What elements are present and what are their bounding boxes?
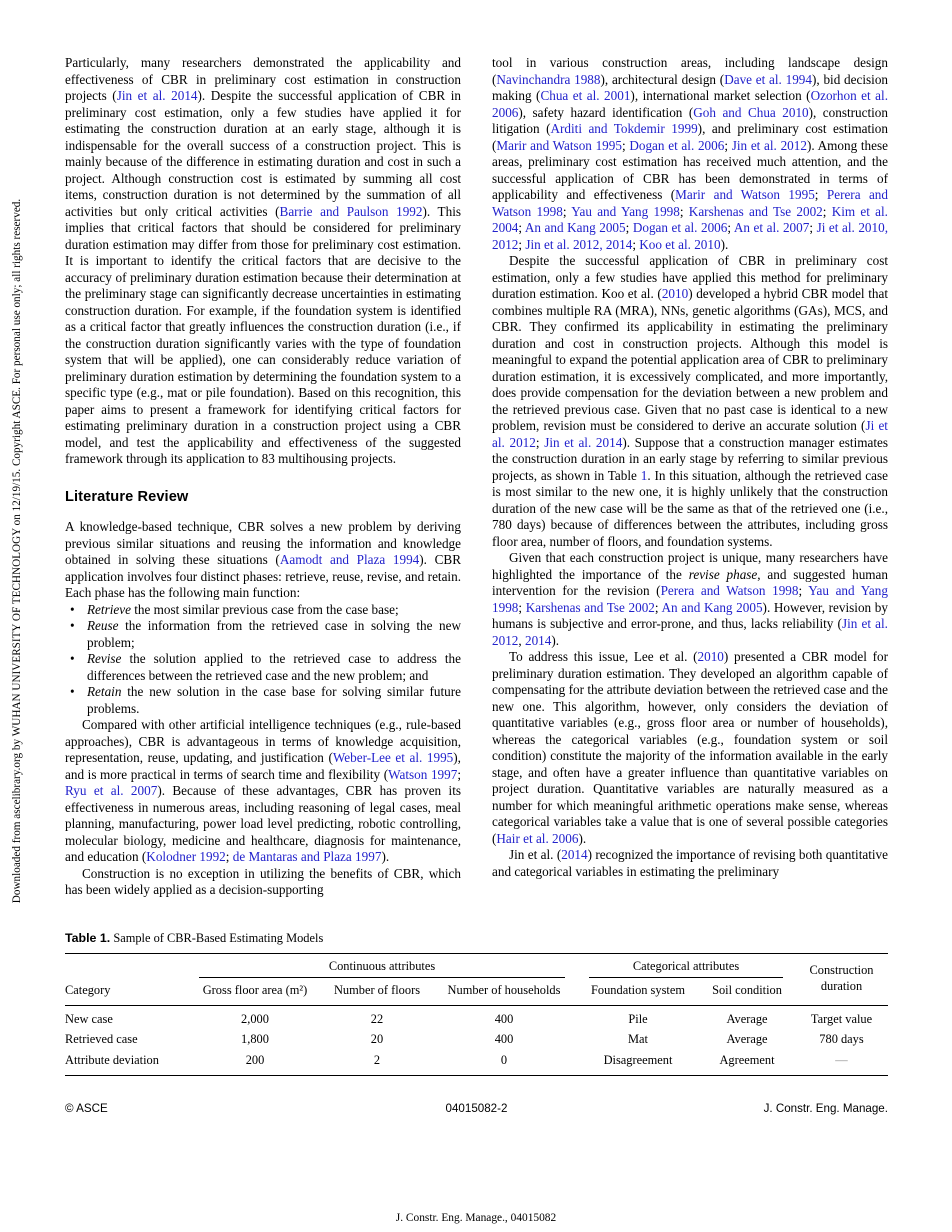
column-header-foundation-system: Foundation system	[577, 978, 699, 1005]
citation-link[interactable]: Watson 1997	[388, 766, 458, 782]
body-text: ;	[518, 220, 525, 235]
group-header-categorical	[577, 953, 795, 978]
citation-link[interactable]: An and Kang 2005	[661, 599, 763, 615]
body-text: Given that each construction project is unique, many researchers have highlighted the importance of the	[492, 550, 888, 582]
table-row	[65, 1030, 888, 1051]
bullet-item	[65, 684, 461, 717]
body-text: A knowledge-based technique, CBR solves a new problem by deriving previous similar situations and reusing the information and knowledge obtained in solving these situations (	[65, 519, 461, 567]
bullet-item	[65, 602, 461, 619]
footer-page-number: 04015082-2	[445, 1102, 508, 1116]
table-cell: Retrieved case	[65, 1032, 138, 1047]
body-text: To address this issue, Lee et al. (	[509, 649, 698, 664]
body-text: . In this situation, although the retrieved case is most similar to the new one, it is highly unlikely that the construction duration of the new case will be the same as that of the retrieved one (i.e., 780 days) because of differences between the attributes, including gross floor area, number of floors, and foundation systems.	[492, 467, 888, 549]
table-cell: —	[835, 1052, 848, 1067]
citation-link[interactable]: An and Kang 2005	[524, 220, 626, 235]
citation-link[interactable]: Jin et al. 2012	[492, 616, 888, 648]
body-text: ;	[822, 203, 832, 219]
citation-link[interactable]: Ozorhon et al. 2006	[492, 88, 888, 120]
citation-link[interactable]: Yau and Yang 1998	[571, 203, 680, 219]
paragraph	[65, 717, 461, 866]
body-text: ;	[518, 236, 526, 252]
body-text: the most similar previous case from the case base;	[130, 601, 399, 617]
italic-term: Retrieve	[87, 601, 131, 617]
table-caption-text: Sample of CBR-Based Estimating Models	[113, 930, 324, 945]
group-header-continuous-label: Continuous attributes	[199, 959, 565, 979]
body-text: ;	[727, 220, 734, 235]
table-cell: 22	[370, 1011, 384, 1026]
body-text: ;	[518, 599, 526, 615]
body-text: ;	[225, 849, 233, 864]
citation-link[interactable]: Koo et al. 2010	[639, 236, 721, 252]
body-text: ).	[381, 849, 390, 864]
paragraph	[65, 866, 461, 899]
table-cell: Agreement	[719, 1052, 775, 1067]
group-header-continuous	[187, 953, 577, 978]
bullet-item	[65, 651, 461, 684]
text-column-left	[65, 55, 461, 899]
body-text: the new solution in the case base for solving similar future problems.	[87, 684, 461, 716]
table-cell: 2,000	[241, 1011, 269, 1026]
table-cell: 400	[494, 1011, 514, 1026]
column-header-category: Category	[65, 953, 187, 1005]
citation-link[interactable]: Karshenas and Tse 2002	[688, 203, 823, 219]
body-text: ). Because of these advantages, CBR has proven its effectiveness in numerous areas, including reasoning of legal cases, meal planning, manufacturing, power load level predicting, robotic controlling, molecular biology, medicine and healthcare, diagnosis for maintenance, and education (	[65, 783, 461, 864]
italic-term: revise phase	[688, 566, 758, 582]
column-header-gross-floor-area: Gross floor area (m²)	[187, 978, 323, 1005]
body-text: Particularly, many researchers demonstrated the applicability and effectiveness of CBR in preliminary cost estimation in construction projects (	[65, 55, 461, 103]
citation-link[interactable]: Ji et al. 2012	[492, 418, 888, 450]
body-text: tool in various construction areas, including landscape design (	[492, 55, 888, 87]
citation-link[interactable]: Chua et al. 2001	[540, 88, 631, 103]
table-cell: 20	[370, 1032, 384, 1047]
paragraph	[492, 649, 888, 847]
citation-link[interactable]: Goh and Chua 2010	[693, 104, 809, 120]
citation-link[interactable]: Marir and Watson 1995	[496, 137, 622, 153]
table-1-block	[65, 931, 888, 1077]
column-header-construction-duration: Construction duration	[795, 953, 888, 1005]
body-text: ) recognized the importance of revising both quantitative and categorical variables in estimating the preliminary	[492, 847, 888, 879]
citation-link[interactable]: Aamodt and Plaza 1994	[279, 552, 420, 567]
footer-journal-name: J. Constr. Eng. Manage.	[763, 1102, 888, 1116]
body-text: ), international market selection (	[630, 88, 811, 103]
bullet-item	[65, 618, 461, 651]
citation-link[interactable]: Jin et al. 2014	[116, 88, 198, 103]
paragraph	[65, 55, 461, 468]
citation-link[interactable]: Dave et al. 1994	[724, 71, 812, 87]
page-footer	[65, 1102, 888, 1115]
table-cell: New case	[65, 1011, 113, 1026]
body-text: Construction is no exception in utilizing the benefits of CBR, which has been widely applied as a decision-supporting	[65, 865, 461, 897]
column-header-number-of-floors: Number of floors	[323, 978, 431, 1005]
citation-link[interactable]: Dogan et al. 2006	[629, 137, 725, 153]
table-cell: 200	[245, 1052, 265, 1067]
citation-link[interactable]: Karshenas and Tse 2002	[525, 599, 655, 615]
body-text: the information from the retrieved case in solving the new problem;	[87, 618, 461, 650]
citation-link[interactable]: Ji et al. 2010, 2012	[492, 220, 889, 252]
citation-link[interactable]: Jin et al. 2012	[731, 137, 807, 153]
footer-copyright: © ASCE	[65, 1102, 108, 1116]
table-cell: Mat	[628, 1032, 648, 1047]
table-cell: Attribute deviation	[65, 1052, 159, 1067]
body-text: ). This implies that critical factors that should be considered for preliminary duration estimation may differ from those for preliminary cost estimation. It is important to identify the critical factors that are decisive to the accuracy of preliminary duration estimation because their determination at the preliminary stage can significantly decrease uncertainties in estimating construction duration. For example, if the foundation system is identified as a critical factor that greatly influences the construction duration (i.e., if the construction duration significantly varies with the type of foundation system that will be applied), one can considerably reduce variation of preliminary duration estimation by determining the foundation system to a specific type (e.g., mat or pile foundation). Based on this recognition, this paper aims to present a framework for identifying critical factors for estimating preliminary duration in a construction project using a CBR model, and test the applicability and effectiveness of the suggested framework through its application to 83 multihousing projects.	[65, 203, 461, 466]
body-text: ) developed a hybrid CBR model that combines multiple RA (MRA), NNs, genetic algorithms (GAs), MCS, and CBR. They confirmed its applicability in estimating the preliminary duration and cost in construction projects. Although this model is meaningful to expand the potential application area of CBR to preliminary duration estimation, it is excessively complicated, and more importantly, does provide compensation for the deviation between a new problem and the retrieved previous case. Given that no past case is identical to a new problem, revision must be considered to derive an accurate solution (	[492, 286, 888, 433]
table-header	[65, 953, 888, 1005]
citation-link[interactable]: 2010	[661, 286, 689, 301]
citation-link[interactable]: Marir and Watson 1995	[675, 187, 815, 202]
citation-link[interactable]: Navinchandra 1988	[496, 71, 601, 87]
italic-term: Revise	[87, 651, 122, 666]
copyright-sidebar: Downloaded from ascelibrary.org by WUHAN UNIVERSITY OF TECHNOLOGY on 12/19/15. Copyright ASCE. For personal use only; all rights reserved.	[11, 198, 23, 904]
citation-link[interactable]: Perera and Watson 1998	[660, 583, 799, 598]
body-text: ).	[551, 632, 560, 648]
table-row	[65, 1050, 888, 1076]
body-text: ;	[562, 203, 572, 219]
paragraph	[65, 519, 461, 602]
body-text: ), safety hazard identification (	[518, 104, 694, 120]
citation-link[interactable]: Kim et al. 2004	[492, 203, 888, 235]
column-header-number-of-households: Number of households	[431, 978, 577, 1005]
citation-link[interactable]: Arditi and Tokdemir 1999	[550, 121, 698, 136]
body-text: the solution applied to the retrieved case to address the differences between the retrieved case and the new problem; and	[87, 651, 461, 683]
citation-link[interactable]: Barrie and Paulson 1992	[279, 203, 423, 219]
citation-link[interactable]: Hair et al. 2006	[496, 830, 579, 846]
citation-link[interactable]: Ryu et al. 2007	[65, 783, 158, 798]
body-text: ;	[457, 766, 462, 782]
body-text: ). Suppose that a construction manager estimates the construction duration in an early stage by referring to similar previous projects, as shown in Table	[492, 434, 888, 483]
italic-term: Retain	[87, 684, 122, 699]
body-text: ) presented a CBR model for preliminary duration estimation. They developed an algorithm capable of compensating for the attribute deviation between the retrieved case and the new one. This algorithm, however, only considers the deviation of quantitative variables (e.g., gross floor area or number of households), whereas the categorical variables (e.g., foundation system or soil condition) constitute the majority of the information available in the early stage, and often have a greater influence than quantitative variables on project duration. Quantitative variables are naturally measured as a number for which meaningful arithmetic operations make sense, whereas categorical variables take a value that is one of several possible categories (	[492, 649, 888, 846]
citation-link[interactable]: 2014	[524, 632, 552, 648]
body-text: ;	[724, 137, 732, 153]
body-text: ;	[632, 236, 640, 252]
table-cell: Disagreement	[603, 1052, 673, 1067]
table-cell: Target value	[810, 1011, 873, 1026]
body-text: ), and preliminary cost estimation (	[492, 121, 888, 153]
table-caption	[65, 931, 888, 946]
body-text: ), and is more practical in terms of search time and flexibility (	[65, 750, 461, 782]
table-cell: 1,800	[241, 1032, 269, 1047]
body-text: ). However, revision by humans is subjective and error-prone, and thus, lacks reliability (	[492, 599, 888, 631]
table-cell: 2	[373, 1052, 381, 1067]
body-text: ).	[720, 236, 729, 252]
table-cell: 0	[500, 1052, 508, 1067]
paragraph	[492, 55, 888, 253]
group-header-categorical-label: Categorical attributes	[589, 959, 783, 979]
paragraph	[492, 253, 888, 550]
table-body	[65, 1005, 888, 1076]
table-cell: Pile	[628, 1011, 648, 1026]
citation-link[interactable]: Perera and Watson 1998	[492, 187, 888, 219]
column-header-soil-condition: Soil condition	[699, 978, 795, 1005]
citation-link[interactable]: Kolodner 1992	[146, 849, 226, 864]
citation-link[interactable]: Jin et al. 2014	[544, 434, 623, 450]
body-text: Compared with other artificial intelligence techniques (e.g., rule-based approaches), CBR is advantageous in terms of knowledge acquisition, representation, reuse, updating, and justification (	[65, 717, 461, 765]
body-text: ;	[621, 137, 630, 153]
paragraph	[492, 847, 888, 880]
body-text: , and suggested human intervention for the revision (	[492, 566, 888, 598]
citation-link[interactable]: Yau and Yang 1998	[492, 583, 888, 615]
body-text: ), architectural design (	[600, 71, 725, 87]
citation-link[interactable]: de Mantaras and Plaza 1997	[232, 849, 382, 864]
table-1	[65, 953, 888, 1077]
citation-link[interactable]: 2014	[561, 847, 588, 862]
table-caption-label: Table 1.	[65, 930, 111, 945]
citation-link[interactable]: 2010	[697, 649, 724, 664]
citation-link[interactable]: Jin et al. 2012, 2014	[525, 236, 633, 252]
body-text: Despite the successful application of CBR in preliminary cost estimation, only a few studies have applied this method for preliminary duration estimation. Koo et al. (	[492, 253, 888, 301]
body-text: ;	[814, 187, 827, 202]
body-text: ). Despite the successful application of CBR in preliminary cost estimation, only a few studies have applied it for estimating the construction duration at an early stage, although it is indispensable for the overall success of a construction project. This is mainly because of the difference in estimating duration and cost in such a project. Although construction cost is estimated by summing all cost items, construction duration is not determined by the summation of all activities but only critical activities (	[65, 88, 461, 219]
body-text: ;	[798, 583, 809, 598]
table-cell: Average	[726, 1011, 768, 1026]
text-column-right	[492, 55, 888, 899]
page-content	[65, 55, 888, 1115]
paragraph	[492, 550, 888, 649]
section-heading: Literature Review	[65, 488, 189, 505]
table-cell: Average	[726, 1032, 768, 1047]
body-text: ), construction litigation (	[492, 104, 888, 136]
two-column-layout	[65, 55, 888, 899]
body-text: ). Among these areas, preliminary cost estimation has received much attention, and the successful application of CBR has been demonstrated in terms of applicability and effectiveness (	[492, 137, 888, 202]
body-text: ;	[654, 599, 662, 615]
body-text: ;	[809, 220, 817, 235]
body-text: ), bid decision making (	[492, 71, 889, 103]
body-text: ;	[679, 203, 689, 219]
citation-link[interactable]: An et al. 2007	[733, 220, 810, 235]
bullet-list	[65, 602, 461, 718]
citation-link[interactable]: Weber-Lee et al. 1995	[332, 750, 454, 765]
body-text: ). CBR application involves four distinct phases: retrieve, reuse, revise, and retain. Each phase has the following main function:	[65, 552, 461, 600]
italic-term: Reuse	[87, 618, 119, 633]
body-text: Jin et al. (	[509, 847, 562, 862]
citation-link[interactable]: 1	[640, 467, 648, 483]
body-text: ,	[518, 632, 525, 648]
body-text: ;	[535, 434, 545, 450]
body-text: ).	[578, 830, 587, 846]
table-cell: 400	[494, 1032, 514, 1047]
journal-citation-line: J. Constr. Eng. Manage., 04015082	[395, 1212, 557, 1224]
body-text: ;	[625, 220, 633, 235]
table-cell: 780 days	[819, 1032, 864, 1047]
citation-link[interactable]: Dogan et al. 2006	[632, 220, 728, 235]
table-row	[65, 1005, 888, 1030]
